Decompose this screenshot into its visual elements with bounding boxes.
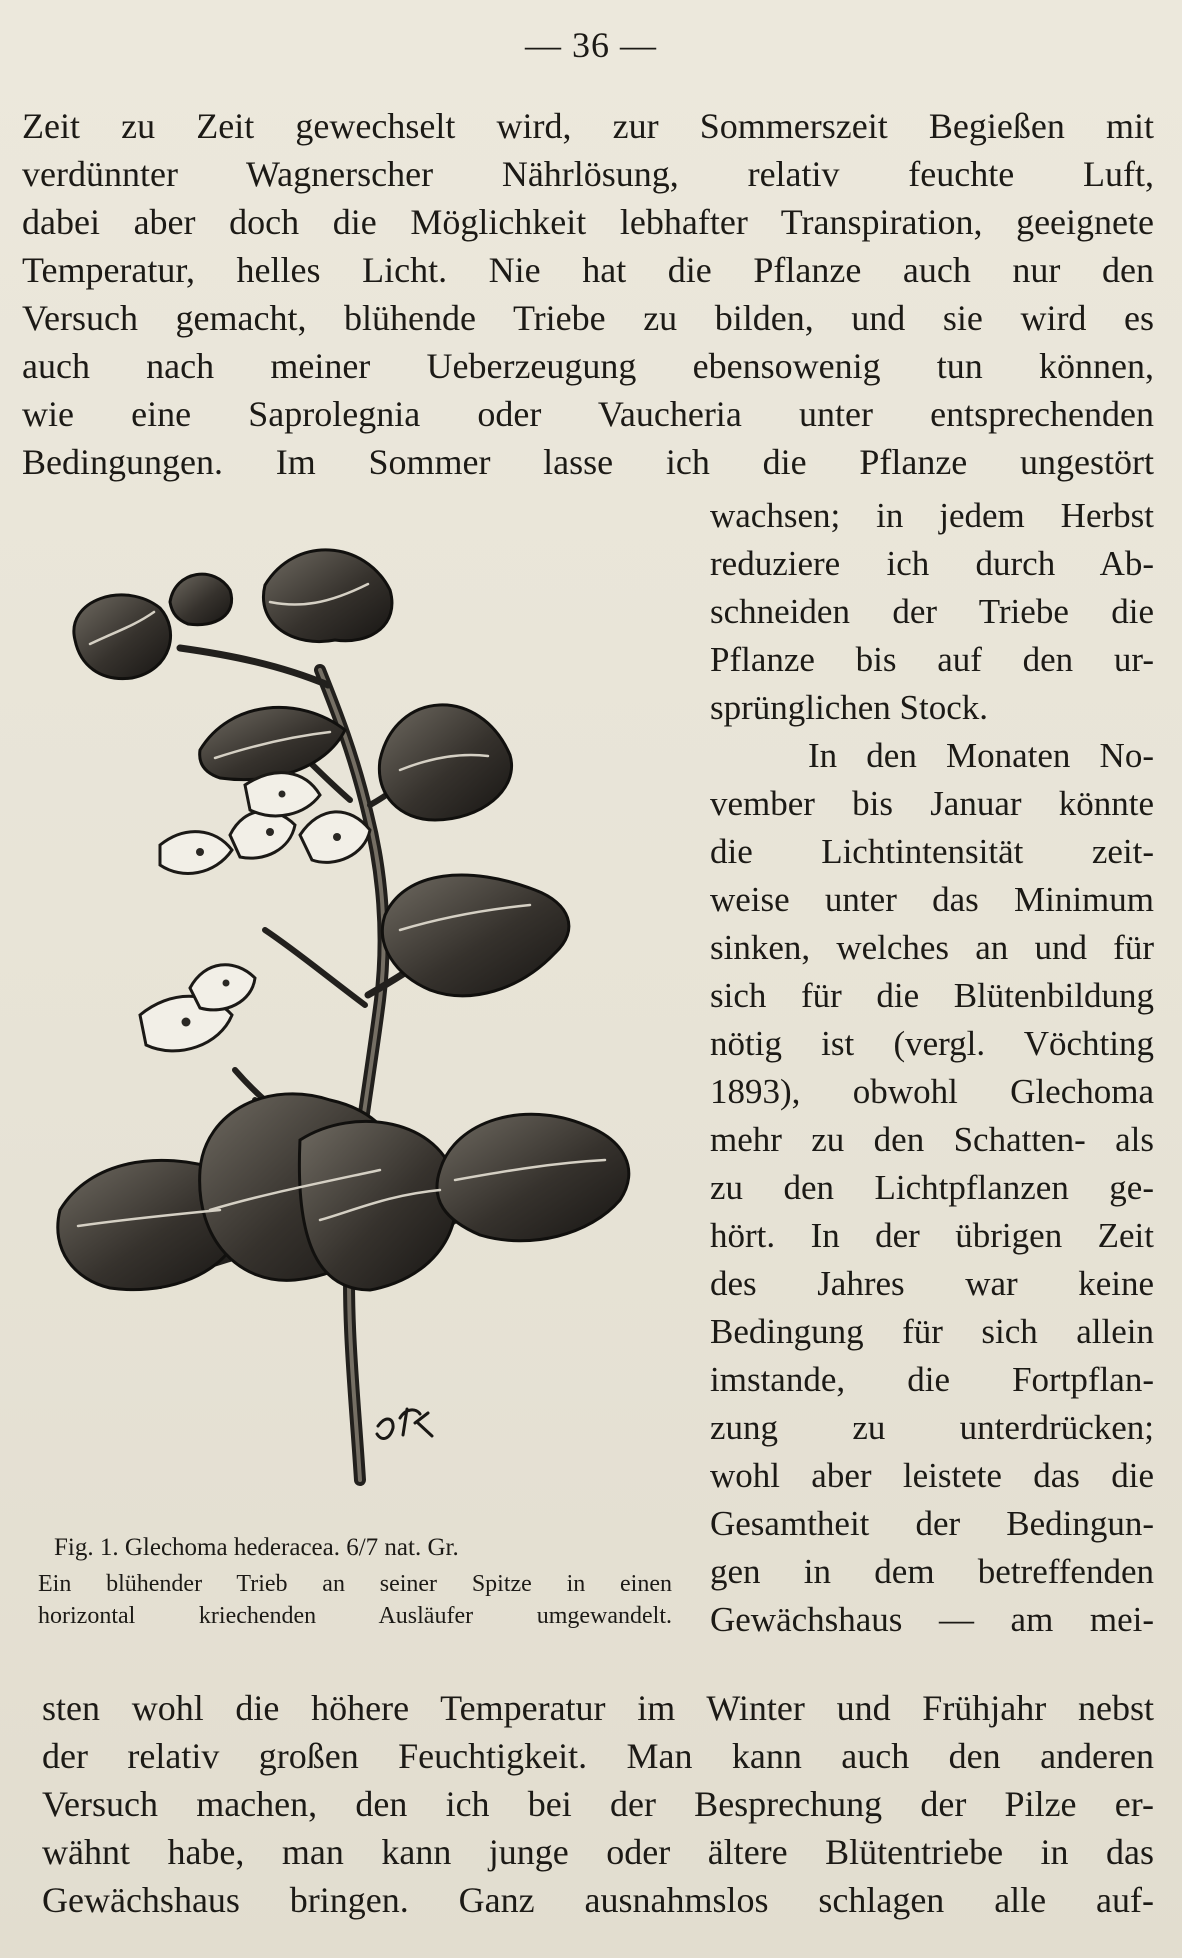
side-text-line: mehr zu den Schatten- als [710,1120,1154,1159]
plant-illustration [50,520,690,1500]
figure-caption-line: horizontal kriechenden Ausläufer umgewandelt. [38,1603,672,1629]
side-text-line: nötig ist (vergl. Vöchting [710,1024,1154,1063]
side-text-line: reduziere ich durch Ab- [710,544,1154,583]
page-number: — 36 — [525,25,657,65]
body-text-line: verdünnter Wagnerscher Nährlösung, relativ feuchte Luft, [22,154,1154,194]
side-text-line: weise unter das Minimum [710,880,1154,919]
body-text-line: Gewächshaus bringen. Ganz ausnahmslos schlagen alle auf- [42,1880,1154,1920]
body-text-line: wie eine Saprolegnia oder Vaucheria unter entsprechenden [22,394,1154,434]
body-text-line: sten wohl die höhere Temperatur im Winter und Frühjahr nebst [42,1688,1154,1728]
body-text-line: der relativ großen Feuchtigkeit. Man kann auch den anderen [42,1736,1154,1776]
body-text-line: Bedingungen. Im Sommer lasse ich die Pflanze ungestört [22,442,1154,482]
flowers [140,773,370,1051]
side-text-line: vember bis Januar könnte [710,784,1154,823]
body-text-line: wähnt habe, man kann junge oder ältere Blütentriebe in das [42,1832,1154,1872]
body-text-line: Zeit zu Zeit gewechselt wird, zur Sommerszeit Begießen mit [22,106,1154,146]
side-text-line: imstande, die Fortpflan- [710,1360,1154,1399]
side-text-line: zu den Lichtpflanzen ge- [710,1168,1154,1207]
signature-mark [377,1409,432,1439]
glechoma-hederacea-illustration-icon [50,520,690,1500]
body-text-line: dabei aber doch die Möglichkeit lebhafter Transpiration, geeignete [22,202,1154,242]
side-text-line: wohl aber leistete das die [710,1456,1154,1495]
figure-caption-line: Fig. 1. Glechoma hederacea. 6/7 nat. Gr. [54,1534,459,1561]
side-text-line: wachsen; in jedem Herbst [710,496,1154,535]
figure-caption-line: Ein blühender Trieb an seiner Spitze in einen [38,1571,672,1597]
side-text-line: sinken, welches an und für [710,928,1154,967]
body-text-line: auch nach meiner Ueberzeugung ebensowenig tun können, [22,346,1154,386]
side-text-line: In den Monaten No- [808,736,1154,775]
side-text-line: gen in dem betreffenden [710,1552,1154,1591]
body-text-line: Versuch machen, den ich bei der Besprechung der Pilze er- [42,1784,1154,1824]
side-text-line: sprünglichen Stock. [710,688,989,727]
body-text-line: Versuch gemacht, blühende Triebe zu bilden, und sie wird es [22,298,1154,338]
side-text-line: Gewächshaus — am mei- [710,1600,1154,1639]
side-text-line: sich für die Blütenbildung [710,976,1154,1015]
side-text-line: zung zu unterdrücken; [710,1408,1154,1447]
side-text-line: des Jahres war keine [710,1264,1154,1303]
body-text-line: Temperatur, helles Licht. Nie hat die Pflanze auch nur den [22,250,1154,290]
side-text-line: Pflanze bis auf den ur- [710,640,1154,679]
side-text-line: Bedingung für sich allein [710,1312,1154,1351]
side-text-line: Gesamtheit der Bedingun- [710,1504,1154,1543]
side-text-line: die Lichtintensität zeit- [710,832,1154,871]
side-text-line: hört. In der übrigen Zeit [710,1216,1154,1255]
side-text-line: 1893), obwohl Glechoma [710,1072,1154,1111]
side-text-line: schneiden der Triebe die [710,592,1154,631]
